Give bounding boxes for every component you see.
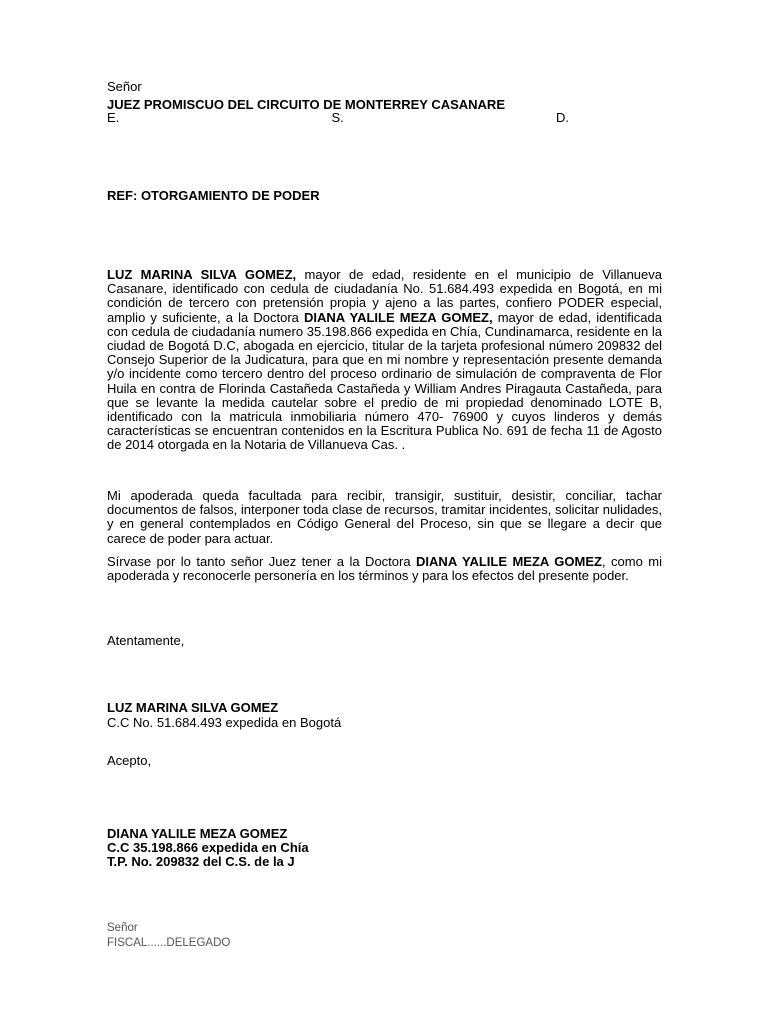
footer-fiscal: FISCAL......DELEGADO [107,937,231,949]
paragraph-text: , como mi apoderada y reconocerle personería en los términos y para los efectos del presente poder. [107,554,662,584]
closing: Atentamente, [107,633,185,648]
signer2-tp: T.P. No. 209832 del C.S. de la J [107,854,295,869]
esd-d: D. [556,110,569,125]
grantor-name: LUZ MARINA SILVA GOMEZ, [107,267,297,282]
footer-greeting: Señor [107,922,138,934]
paragraph-power-grant [107,268,662,453]
signer1-name: LUZ MARINA SILVA GOMEZ [107,700,279,715]
addressee: JUEZ PROMISCUO DEL CIRCUITO DE MONTERREY CASANARE [107,97,505,112]
esd-line [107,111,569,125]
accept-label: Acepto, [107,753,152,768]
reference: REF: OTORGAMIENTO DE PODER [107,188,320,203]
signer1-id: C.C No. 51.684.493 expedida en Bogotá [107,715,342,730]
signer2-name: DIANA YALILE MEZA GOMEZ [107,826,288,841]
paragraph-text: mayor de edad, identificada con cedula de ciudadanía numero 35.198.866 expedida en Chía, Cundinamarca, residente en la ciudad de Bogotá D.C, abogada en ejercicio, titular de la tarjeta profesional número 209832 del Consejo Superior de la Judicatura, para que en mi nombre y representación presente demanda y/o incidente como tercero dentro del proceso ordinario de simulación de compraventa de Flor Huila en contra de Florinda Castañeda Castañeda y William Andres Piragauta Castañeda, para que se levante la medida cautelar sobre el predio de mi propiedad denominado LOTE B, identificado con la matricula inmobiliaria número 470- 76900 y cuyos linderos y demás características se encuentran contenidos en la Escritura Publica No. 691 de fecha 11 de Agosto de 2014 otorgada en la Notaria de Villanueva Cas. . [107,309,662,453]
esd-s: S. [331,110,344,125]
esd-e: E. [107,110,120,125]
greeting: Señor [107,79,142,94]
paragraph-text: mayor de edad, residente en el municipio de Villanueva Casanare, identificado con cedula de ciudadanía No. 51.684.493 expedida en Bogotá, en mi condición de tercero con pretensión propia y ajeno a las partes, confiero PODER especial, amplio y suficiente, a la Doctora [107,267,662,325]
attorney-name: DIANA YALILE MEZA GOMEZ [416,554,602,569]
signer2-id: C.C 35.198.866 expedida en Chía [107,840,309,855]
attorney-name: DIANA YALILE MEZA GOMEZ, [304,309,493,325]
paragraph-request [107,555,662,583]
paragraph-faculties: Mi apoderada queda facultada para recibir, transigir, sustituir, desistir, conciliar, tachar documentos de falsos, interponer toda clase de recursos, tramitar incidentes, solicitar nulidades, y en general contemplados en Código General del Proceso, sin que se llegare a decir que carece de poder para actuar. [107,488,662,546]
paragraph-text: Sírvase por lo tanto señor Juez tener a la Doctora [107,554,417,569]
